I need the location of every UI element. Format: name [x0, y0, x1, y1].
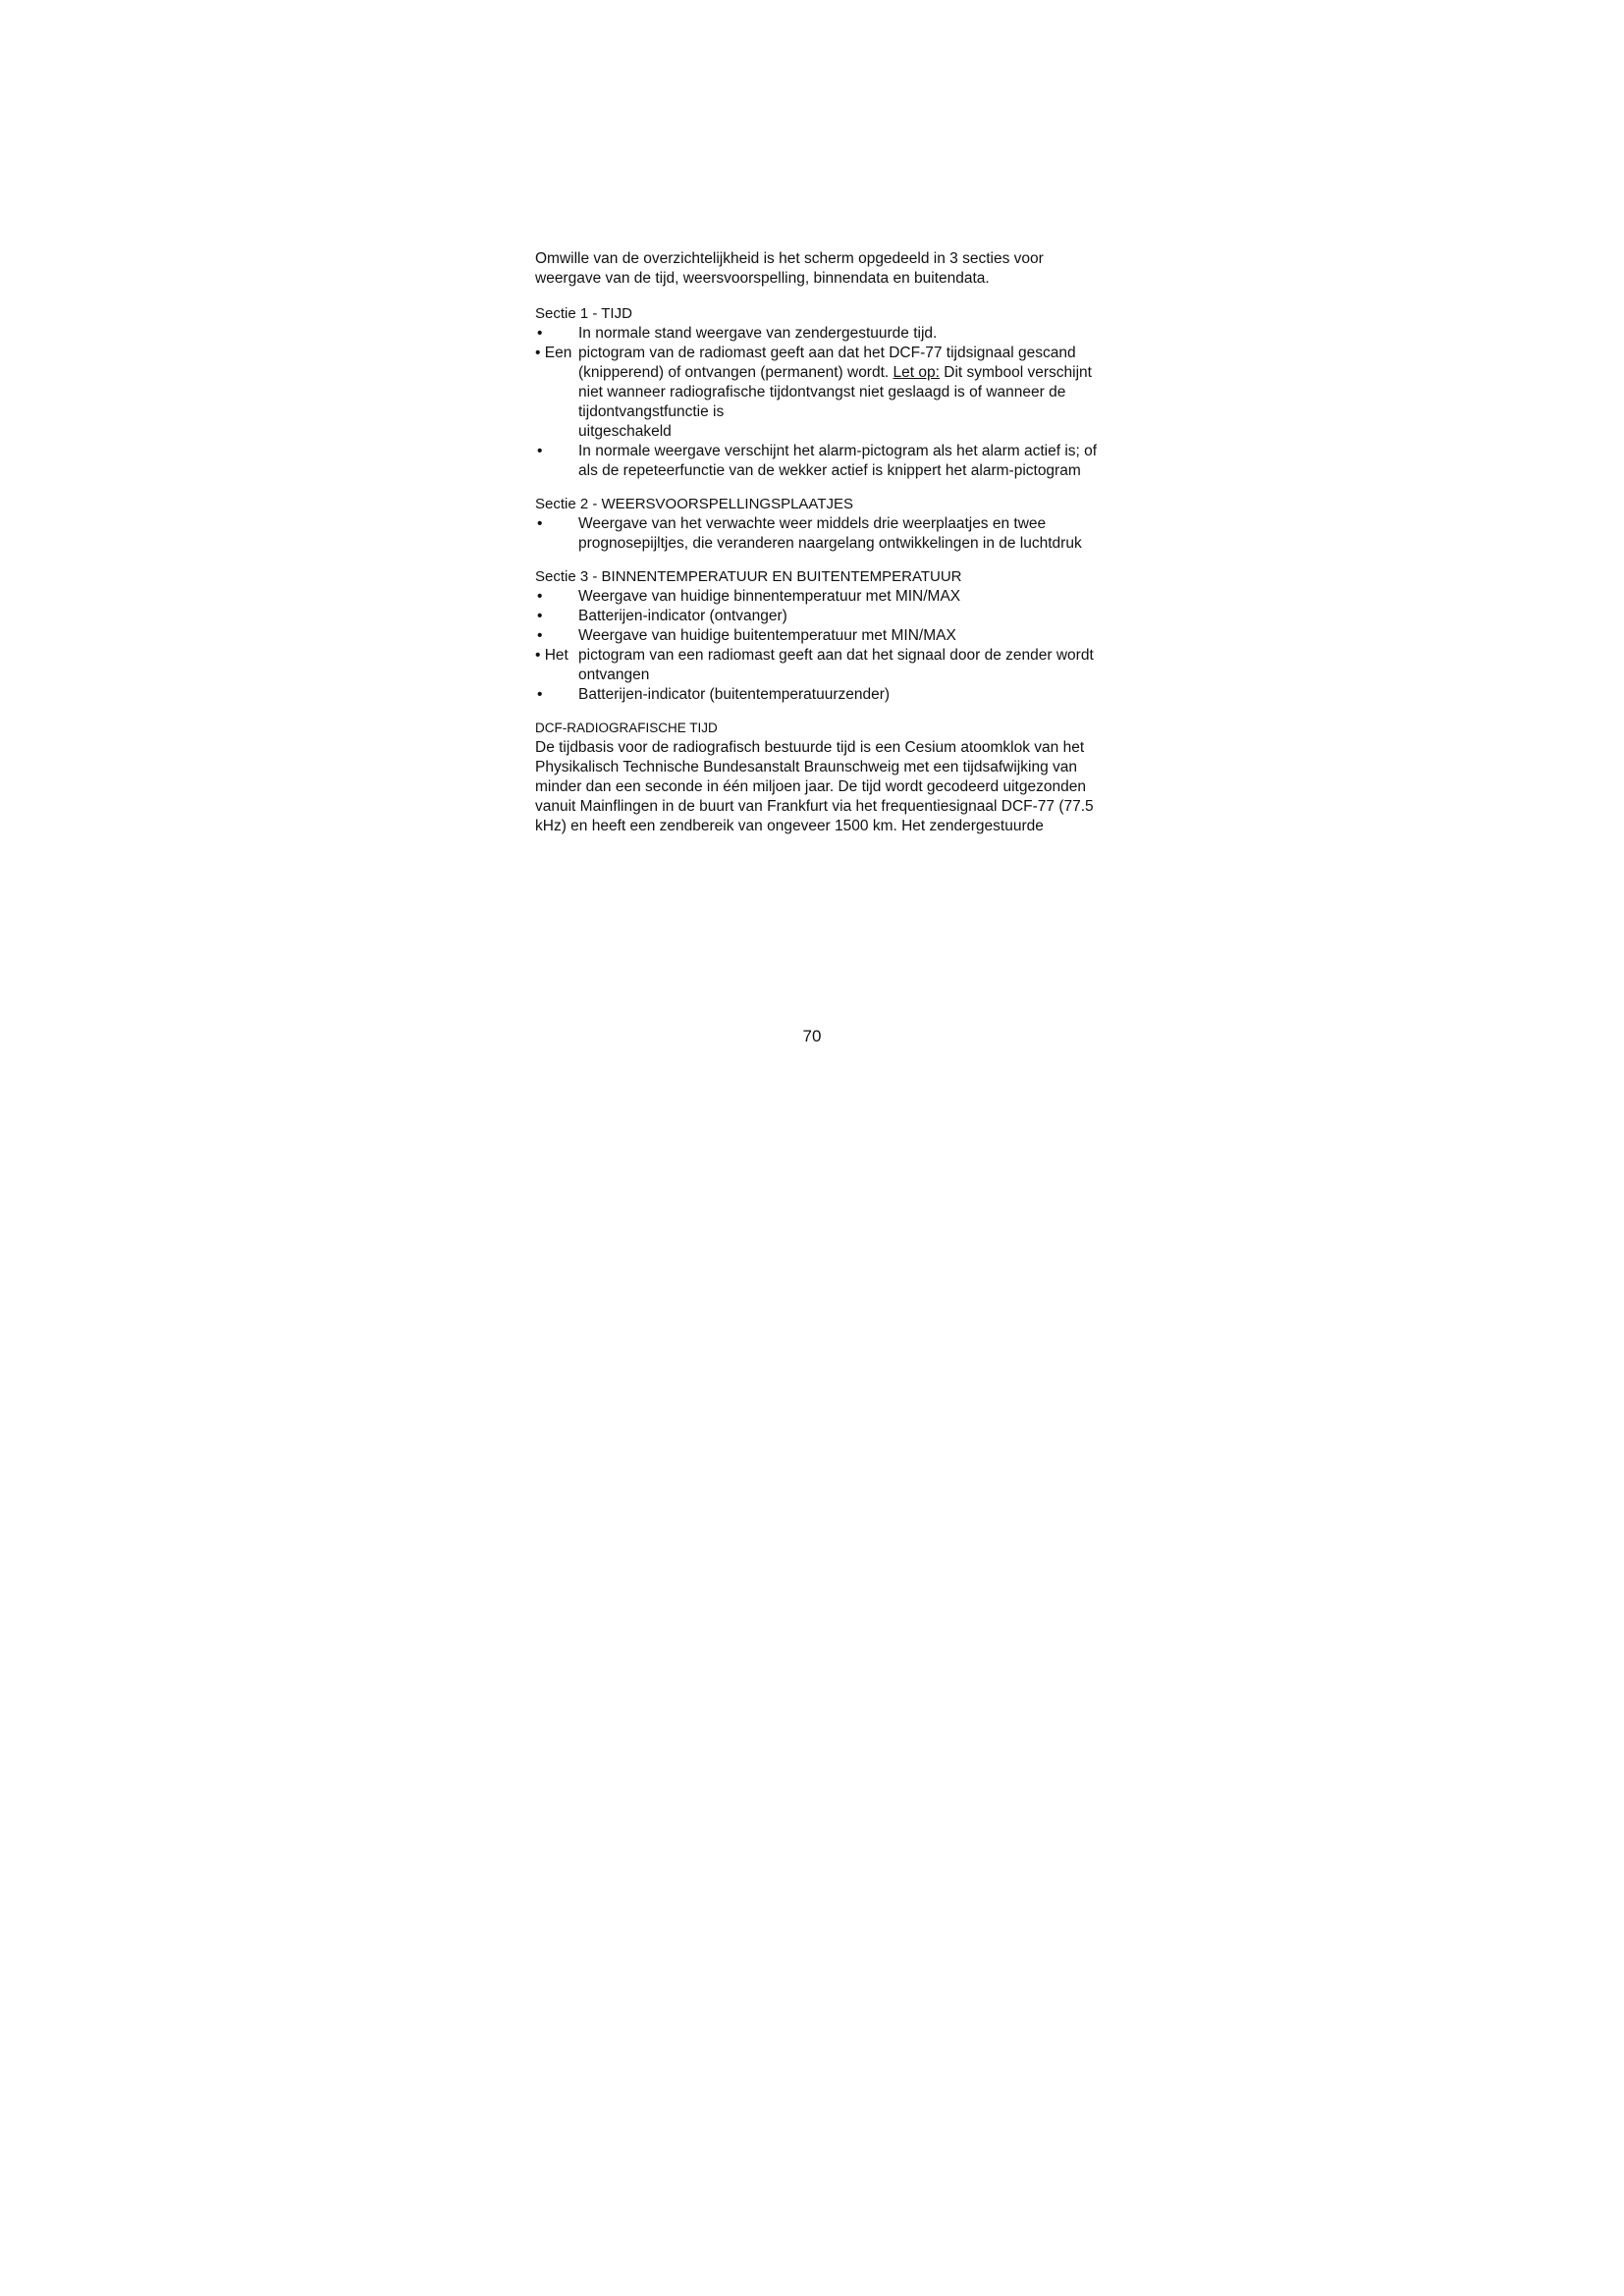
bullet-icon: •: [537, 515, 543, 532]
sectie-3-heading: Sectie 3 - BINNENTEMPERATUUR EN BUITENTEMPERATUUR: [535, 568, 962, 585]
list-item: • Weergave van het verwachte weer middels drie weerplaatjes en twee prognosepijltjes, die veranderen naargelang ontwikkelingen in de luchtdruk: [537, 515, 1082, 552]
sectie-2-heading: Sectie 2 - WEERSVOORSPELLINGSPLAATJES: [535, 496, 853, 512]
list-item: • In normale weergave verschijnt het alarm-pictogram als het alarm actief is; of als de repeteerfunctie van de wekker actief is knippert het alarm-pictogram: [537, 443, 1098, 479]
dcf-heading: DCF-RADIOGRAFISCHE TIJD: [535, 721, 718, 735]
manual-page-body: [535, 249, 1105, 836]
list-item: • Weergave van huidige buitentemperatuur met MIN/MAX: [537, 627, 956, 644]
bullet-lead-word: • Het: [535, 647, 568, 664]
item-text: pictogram van de radiomast geeft aan dat het DCF-77 tijdsignaal gescand (knipperend) of ontvangen (permanent) wordt.: [578, 345, 1076, 381]
list-item: • Batterijen-indicator (ontvanger): [537, 608, 787, 624]
note-label: Let op:: [893, 364, 940, 381]
bullet-lead-word: • Een: [535, 345, 572, 361]
sectie-1-list: [535, 324, 1105, 481]
sectie-1-heading: Sectie 1 - TIJD: [535, 305, 632, 322]
list-item: • In normale stand weergave van zendergestuurde tijd.: [537, 325, 938, 342]
list-item-continuation: uitgeschakeld: [578, 423, 672, 440]
list-item: • Batterijen-indicator (buitentemperatuurzender): [537, 686, 891, 703]
dcf-paragraph: De tijdbasis voor de radiografisch bestuurde tijd is een Cesium atoomklok van het Physikalisch Technische Bundesanstalt Braunschweig met een tijdsafwijking van minder dan een seconde in één miljoen jaar. De tijd wordt gecodeerd uitgezonden vanuit Mainflingen in de buurt van Frankfurt via het frequentiesignaal DCF-77 (77.5 kHz) en heeft een zendbereik van ongeveer 1500 km. Het zendergestuurde: [535, 739, 1094, 834]
bullet-icon: •: [537, 608, 543, 624]
sectie-3-list: [535, 587, 1105, 705]
note-text: Dit symbool verschijnt niet wanneer radiografische tijdontvangst niet geslaagd is of wanneer de tijdontvangstfunctie is: [578, 364, 1092, 420]
list-item: • Weergave van huidige binnentemperatuur met MIN/MAX: [537, 588, 961, 605]
intro-paragraph: Omwille van de overzichtelijkheid is het scherm opgedeeld in 3 secties voor weergave van de tijd, weersvoorspelling, binnendata en buitendata.: [535, 250, 1044, 287]
bullet-icon: •: [537, 443, 543, 459]
bullet-icon: •: [537, 325, 543, 342]
bullet-icon: •: [537, 627, 543, 644]
bullet-icon: •: [537, 686, 543, 703]
list-item: • Het pictogram van een radiomast geeft aan dat het signaal door de zender wordt ontvangen: [535, 647, 1094, 683]
bullet-icon: •: [537, 588, 543, 605]
list-item: [535, 344, 1105, 422]
page-number: 70: [802, 1027, 822, 1045]
sectie-2-list: [535, 514, 1105, 554]
